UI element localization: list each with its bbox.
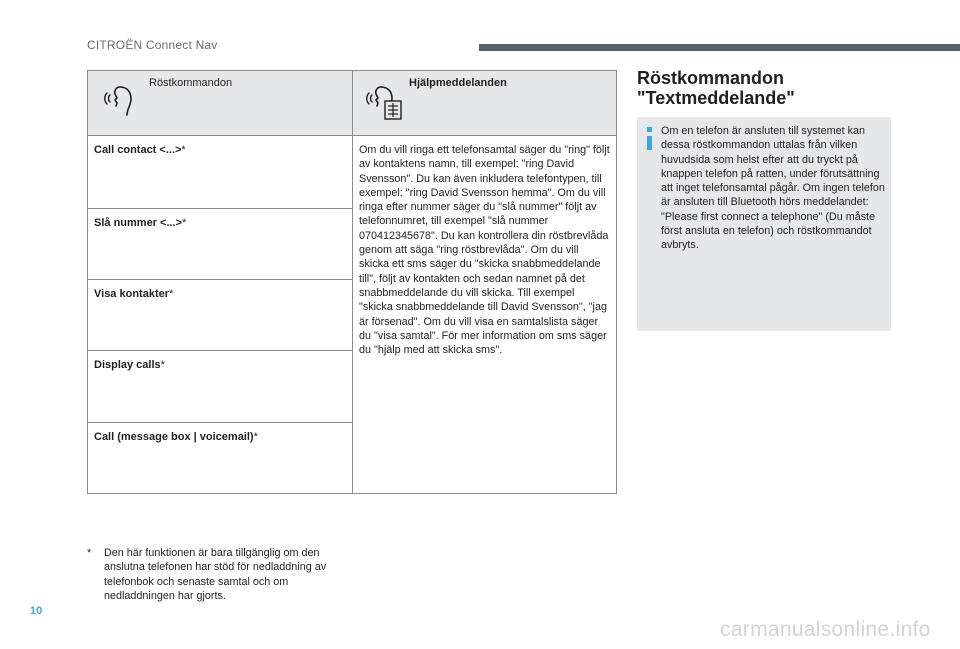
command-text [94, 144, 186, 156]
help-message-icon [365, 81, 405, 121]
header-bar [479, 44, 960, 51]
footnote-marker: * [87, 547, 92, 559]
command-text [94, 217, 186, 229]
command-label: Visa kontakter [94, 288, 170, 300]
info-box [637, 117, 891, 331]
voice-command-table [87, 70, 617, 494]
section-title [637, 68, 897, 108]
page-number: 10 [30, 605, 43, 617]
info-icon-stem [647, 136, 652, 150]
command-asterisk: * [182, 217, 187, 229]
command-label: Slå nummer <...> [94, 217, 183, 229]
footnote-text: Den här funktionen är bara tillgänglig om den anslutna telefonen har stöd för nedladdning av telefonbok och senaste samtal och om nedladdningen har gjorts. [104, 547, 327, 602]
command-label: Display calls [94, 359, 161, 371]
column-label-voice-commands: Röstkommandon [149, 77, 233, 89]
section-title-line-1: Röstkommandon [637, 68, 785, 88]
document-header-title: CITROËN Connect Nav [87, 38, 218, 52]
section-title-line-2: "Textmeddelande" [637, 88, 795, 108]
command-asterisk: * [169, 288, 174, 300]
command-asterisk: * [253, 431, 258, 443]
command-label: Call contact <...> [94, 144, 182, 156]
table-header-voice-commands [88, 71, 353, 135]
table-header-row [88, 71, 616, 136]
info-icon [647, 127, 652, 245]
command-cell [88, 351, 352, 423]
command-label: Call (message box | voicemail) [94, 431, 254, 443]
command-text [94, 431, 258, 443]
help-column [353, 136, 616, 493]
command-cell [88, 280, 352, 351]
voice-command-icon [100, 81, 140, 121]
column-label-help-messages: Hjälpmeddelanden [409, 77, 507, 89]
command-cell [88, 209, 352, 280]
watermark: carmanualsonline.info [720, 618, 931, 641]
table-header-help-messages [353, 71, 616, 135]
command-asterisk: * [181, 144, 186, 156]
command-cell [88, 423, 352, 493]
command-cell [88, 136, 352, 209]
info-icon-dot [647, 127, 652, 132]
command-asterisk: * [160, 359, 165, 371]
command-text [94, 359, 165, 371]
info-text: Om en telefon är ansluten till systemet kan dessa röstkommandon uttalas från vilken huvudsida som helst efter att du tryckt på knappen telefon på ratten, under förutsättning att inget telefonsamtal pågår. Om ingen telefon är ansluten till Bluetooth hörs meddelandet: "Please first connect a telephone" (Du måste först ansluta en telefon) och röstkommandot avbryts. [661, 125, 885, 252]
command-text [94, 288, 173, 300]
help-message-text: Om du vill ringa ett telefonsamtal säger du "ring" följt av kontaktens namn, till exempel: "ring David Svensson". Du kan även inkludera telefontypen, till exempel: "ring David Svensson hemma". Om du vill ringa efter nummer säger du "slå nummer" följt av telefonnumret, till exempel "slå nummer 070412345678". Du kan kontrollera din röstbrevlåda genom att säga "ring röstbrevlåda". Om du vill skicka ett sms säger du "skicka snabbmeddelande till", följt av kontakten och sedan namnet på det snabbmeddelande du vill skicka. Till exempel "skicka snabbmeddelande till David Svensson", "jag är försenad". Om du vill visa en samtalslista säger du "visa samtal". För mer information om sms säger du "hjälp med att skicka sms". [359, 144, 610, 357]
command-column [88, 136, 353, 493]
